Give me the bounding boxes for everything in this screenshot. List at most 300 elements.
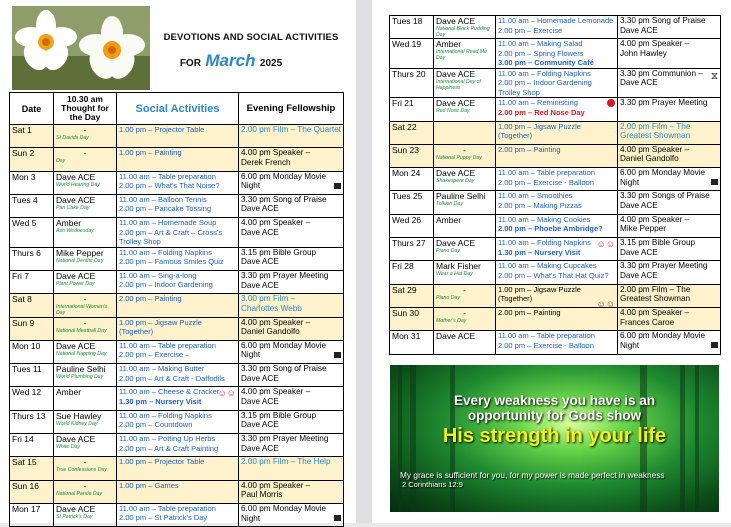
- awareness-day: St Patrick's Day: [56, 513, 93, 520]
- social-cell: [117, 194, 239, 217]
- social-activity: 1.00 pm – Projector Table: [119, 125, 205, 134]
- film-clapper-icon: [711, 179, 718, 185]
- social-activity: 1.30 pm – Nursery Visit: [498, 247, 581, 257]
- date-cell: Thurs 20: [390, 68, 434, 98]
- evening-cell: [618, 144, 721, 167]
- social-cell: [117, 340, 239, 363]
- social-activity: 1.00 pm – Games: [119, 480, 179, 490]
- social-activity: 11.00 am – Table preparation: [119, 340, 216, 350]
- evening-event: Dave ACE: [241, 257, 279, 267]
- awareness-day: Pan Cake Day: [56, 204, 90, 211]
- evening-event: Dave ACE: [241, 397, 279, 407]
- social-cell: [496, 68, 618, 98]
- social-cell: [496, 238, 618, 261]
- for-label: FOR: [179, 58, 201, 69]
- social-activity: 11.00 am – Making Cookies: [498, 214, 591, 224]
- speaker-name: Dave ACE: [56, 434, 96, 445]
- speaker-name: Dave ACE: [56, 171, 96, 182]
- speaker-name: Pauline Selhi: [56, 364, 106, 375]
- schedule-row: [10, 294, 344, 317]
- evening-cell: [618, 238, 721, 261]
- speaker-name: Amber: [436, 39, 462, 50]
- evening-cell: [239, 503, 344, 526]
- children-icon: ☺☺: [217, 388, 236, 399]
- social-cell: [117, 387, 239, 410]
- social-cell: [496, 98, 618, 121]
- social-activity: 2.00 pm – Exercise –: [119, 350, 190, 360]
- date-cell: Sat 29: [390, 284, 434, 307]
- evening-event: 3.30 pm Prayer Meeting: [620, 261, 708, 271]
- thought-cell: [434, 168, 496, 191]
- social-activity: 2.00 pm – Indoor Gardening: [119, 280, 213, 290]
- schedule-row: [390, 191, 721, 214]
- social-activity: 11.00 am – Homemade Lemonade: [498, 16, 614, 25]
- schedule-row: [10, 364, 344, 387]
- speaker-name: Dave ACE: [56, 340, 96, 351]
- date-cell: Sun 16: [10, 480, 54, 503]
- evening-event: Paul Morris: [241, 490, 283, 500]
- awareness-day: International Read Me Day: [436, 49, 488, 62]
- social-activity: 11.00 am – Table preparation: [119, 503, 216, 513]
- speaker-name: Amber: [436, 214, 462, 225]
- social-activity: 11.00 am – Folding Napkins: [119, 247, 212, 257]
- schedule-row: [10, 503, 344, 526]
- awareness-day: Tolkien Day: [436, 201, 463, 208]
- evening-event: Night: [241, 350, 261, 360]
- schedule-row: [390, 39, 721, 69]
- date-cell: Sat 8: [10, 294, 54, 317]
- evening-event: Mike Pepper: [620, 224, 666, 234]
- thought-cell: [434, 331, 496, 354]
- awareness-day: Mother's Day: [436, 317, 467, 324]
- social-activity: 2.00 pm – Pancake Tossing: [119, 204, 212, 214]
- evening-event: 2.00 pm Film – The Help: [241, 457, 331, 467]
- evening-event: 3.15 pm Bible Group: [241, 247, 317, 257]
- schedule-row: [390, 238, 721, 261]
- date-cell: Mon 10: [10, 340, 54, 363]
- evening-event: Dave ACE: [620, 201, 658, 211]
- evening-cell: [618, 307, 721, 330]
- evening-event: 2.00 pm Film – The: [620, 121, 691, 131]
- evening-event: 4.00 pm Speaker –: [241, 317, 311, 327]
- social-activity: 11.00 am – Reminiscing: [498, 98, 578, 108]
- banner-line-1: [390, 393, 719, 423]
- social-cell: [117, 294, 239, 317]
- thought-cell: [54, 387, 117, 410]
- schedule-row: [10, 171, 344, 194]
- social-activity: 2.00 pm – Exercise: [498, 25, 563, 35]
- social-activity: 2.00 pm – Art & Craft – Cross's: [119, 227, 223, 237]
- schedule-row: [390, 98, 721, 121]
- thought-cell: [54, 294, 117, 317]
- thought-cell: [434, 98, 496, 121]
- evening-event: Greatest Showman: [620, 131, 691, 141]
- social-activity: 1.00 pm – Painting: [119, 148, 182, 158]
- film-clapper-icon: [711, 342, 718, 348]
- evening-event: Charlottes Webb: [241, 303, 302, 313]
- awareness-day: National Meatball Day: [56, 327, 107, 334]
- evening-event: 3.30 pm Song of Praise: [241, 364, 327, 374]
- evening-cell: [239, 194, 344, 217]
- date-cell: Fri 14: [10, 434, 54, 457]
- document-title: DEVOTIONS AND SOCIAL ACTIVITIES: [163, 32, 339, 43]
- thought-cell: [54, 317, 117, 340]
- speaker-name: Dave ACE: [436, 98, 476, 109]
- schedule-row: [10, 457, 344, 480]
- evening-event: Night: [241, 181, 261, 191]
- schedule-row: [10, 247, 344, 270]
- speaker-name: -: [83, 125, 87, 135]
- social-cell: [496, 168, 618, 191]
- social-cell: [117, 480, 239, 503]
- evening-event: 3.30 pm Songs of Praise: [620, 191, 710, 201]
- evening-event: 4.00 pm Speaker –: [241, 480, 311, 490]
- thought-cell: [434, 121, 496, 144]
- social-cell: [117, 457, 239, 480]
- awareness-day: National Puppy Day: [436, 154, 482, 161]
- schedule-row: [390, 331, 721, 354]
- speaker-name: Mike Pepper: [56, 247, 104, 258]
- social-activity: 11.00 am – Table preparation: [498, 331, 595, 341]
- evening-cell: [618, 284, 721, 307]
- evening-event: Night: [620, 177, 640, 187]
- evening-event: Derek French: [241, 157, 291, 167]
- thought-cell: [54, 270, 117, 293]
- evening-event: 3.30 pm Song of Praise: [620, 16, 706, 25]
- daffodil-photo: [12, 6, 150, 90]
- social-activity: 11.00 am – Cheese & Cracker: [119, 387, 220, 397]
- page-gap: [356, 0, 372, 523]
- speaker-name: Pauline Selhi: [436, 191, 486, 202]
- awareness-day: Red Nose Day: [436, 108, 470, 115]
- social-cell: [117, 364, 239, 387]
- awareness-day: International Day of Happiness: [436, 78, 481, 91]
- thought-cell: [434, 68, 496, 98]
- evening-event: 3.30 pm Prayer Meeting: [241, 434, 329, 444]
- social-activity: 1.00 pm – Projector Table: [119, 457, 205, 467]
- social-activity: 2.00 pm – Painting: [498, 307, 561, 317]
- date-cell: Tues 4: [10, 194, 54, 217]
- thought-cell: [434, 238, 496, 261]
- date-cell: Fri 28: [390, 261, 434, 284]
- schedule-row: [390, 261, 721, 284]
- schedule-row: [10, 270, 344, 293]
- date-cell: Mon 24: [390, 168, 434, 191]
- evening-event: Dave ACE: [620, 247, 658, 257]
- schedule-row: [10, 194, 344, 217]
- social-cell: [496, 191, 618, 214]
- date-cell: Wed 26: [390, 214, 434, 237]
- speaker-name: Dave ACE: [56, 194, 96, 205]
- awareness-day: Piano Day: [436, 248, 460, 255]
- social-activity: 11.00 am – Folding Napkins: [498, 238, 591, 248]
- evening-cell: [618, 68, 721, 98]
- thought-cell: [434, 261, 496, 284]
- evening-event: Dave ACE: [620, 78, 658, 88]
- awareness-day: Wear a Hat Day: [436, 271, 473, 278]
- social-cell: [496, 331, 618, 354]
- speaker-name: Amber: [56, 387, 82, 398]
- speaker-name: Dave ACE: [436, 331, 476, 342]
- children-icon: ☺☺: [596, 299, 615, 310]
- evening-event: Daniel Gandolfo: [620, 154, 679, 164]
- thought-cell: [434, 39, 496, 69]
- date-cell: Sun 30: [390, 307, 434, 330]
- banner-headline: His strength in your life: [442, 425, 667, 447]
- social-activity: 11.00 am – Homemade Soup: [119, 218, 217, 228]
- speaker-name: Dave ACE: [436, 168, 476, 179]
- evening-cell: [239, 364, 344, 387]
- communion-cup-icon: ⧖: [710, 70, 718, 82]
- social-cell: [496, 261, 618, 284]
- social-activity: 2.00 pm – Spring Flowers: [498, 48, 584, 58]
- evening-cell: [239, 340, 344, 363]
- evening-cell: [618, 16, 721, 39]
- date-cell: Mon 17: [10, 503, 54, 526]
- banner-line-1b: opportunity for Gods show: [467, 408, 642, 423]
- awareness-day: World Plumbing Day: [56, 374, 104, 381]
- social-cell: [496, 214, 618, 237]
- date-cell: Fri 21: [390, 98, 434, 121]
- social-activity: 2.00 pm – St Patrick's Day: [119, 513, 208, 523]
- speaker-name: Dave ACE: [436, 16, 476, 26]
- evening-event: 2.00 pm Film – The: [620, 284, 691, 294]
- awareness-day: Shakespear Day: [436, 178, 475, 185]
- social-activity: 2.00 pm – Painting: [498, 144, 561, 154]
- evening-event: Dave ACE: [241, 204, 279, 214]
- social-activity: (Together): [119, 327, 154, 337]
- schedule-row: [10, 148, 344, 171]
- social-activity: 2.00 pm – Exercise - Balloon: [498, 177, 594, 187]
- awareness-day: White Day: [56, 444, 80, 451]
- social-activity: 2.00 pm – Indoor Gardening: [498, 78, 592, 88]
- date-cell: Wed 5: [10, 218, 54, 248]
- social-activity: Trolley Shop: [119, 237, 161, 247]
- speaker-name: -: [463, 284, 466, 295]
- evening-cell: [239, 294, 344, 317]
- evening-event: 3.15 pm Bible Group: [241, 410, 317, 420]
- schedule-row: [10, 387, 344, 410]
- col-date: Date: [10, 93, 54, 125]
- speaker-name: -: [83, 294, 87, 305]
- social-activity: (Together): [498, 294, 533, 304]
- social-activity: 11.00 am – Table preparation: [498, 168, 595, 178]
- evening-cell: [239, 218, 344, 248]
- thought-cell: [434, 307, 496, 330]
- social-activity: 1.30 pm – Nursery Visit: [119, 396, 202, 406]
- schedule-table-left: [9, 92, 344, 527]
- banner-line-1a: Every weakness you have is an: [453, 393, 656, 408]
- thought-cell: [54, 364, 117, 387]
- film-clapper-icon: [334, 352, 341, 358]
- social-activity: 11.00 am – Sing-a-long: [119, 270, 197, 280]
- speaker-name: -: [463, 144, 466, 155]
- social-activity: 11.00 am – Making Salad: [498, 39, 583, 49]
- social-cell: [496, 39, 618, 69]
- schedule-row: [390, 16, 721, 39]
- social-activity: (Together): [498, 131, 533, 141]
- date-cell: Tues 18: [390, 16, 434, 39]
- awareness-day: Plant Power Day: [56, 280, 95, 287]
- evening-cell: [618, 39, 721, 69]
- date-cell: Mon 3: [10, 171, 54, 194]
- evening-cell: [239, 125, 344, 148]
- date-cell: Sun 2: [10, 148, 54, 171]
- evening-cell: [239, 480, 344, 503]
- evening-event: 4.00 pm Speaker –: [620, 214, 690, 224]
- social-activity: 2.00 pm – Countdown: [119, 420, 193, 430]
- social-activity: 2.00 pm – Art & Craft - Daffodils: [119, 373, 225, 383]
- social-activity: Trolley Shop: [498, 87, 540, 97]
- date-cell: Tues 25: [390, 191, 434, 214]
- evening-event: 6.00 pm Monday Movie: [620, 331, 706, 341]
- evening-event: Night: [241, 513, 261, 523]
- speaker-name: -: [83, 148, 87, 159]
- evening-event: 6.00 pm Monday Movie: [241, 503, 327, 513]
- schedule-row: [390, 284, 721, 307]
- social-activity: 11.00 am – Making Butter: [119, 364, 205, 374]
- social-cell: [117, 270, 239, 293]
- evening-event: Dave ACE: [620, 25, 658, 35]
- evening-event: 3.30 pm Communion –: [620, 68, 703, 78]
- awareness-day: True Confessions Day: [56, 467, 107, 474]
- date-cell: Thurs 6: [10, 247, 54, 270]
- date-cell: Mon 31: [390, 331, 434, 354]
- schedule-row: [390, 214, 721, 237]
- evening-event: Night: [620, 340, 640, 350]
- banner-verse: My grace is sufficient for you, for my power is made perfect in weakness: [400, 470, 665, 480]
- schedule-table-right: [389, 15, 721, 355]
- thought-cell: [434, 144, 496, 167]
- speaker-name: Dave ACE: [56, 270, 96, 281]
- evening-event: Frances Caroe: [620, 317, 675, 327]
- speaker-name: Amber: [56, 218, 82, 229]
- social-cell: [496, 121, 618, 144]
- thought-cell: [54, 125, 117, 148]
- evening-event: 4.00 pm Speaker –: [620, 307, 690, 317]
- thought-cell: [54, 247, 117, 270]
- evening-event: 3.00 pm Film –: [241, 294, 296, 304]
- thought-cell: [54, 218, 117, 248]
- social-cell: [496, 144, 618, 167]
- schedule-row: [10, 480, 344, 503]
- social-cell: [117, 148, 239, 171]
- thought-cell: [54, 410, 117, 433]
- awareness-day: National Panda Day: [56, 490, 103, 497]
- date-cell: Wed 12: [10, 387, 54, 410]
- awareness-day: St Davids Day: [56, 135, 89, 141]
- social-cell: [117, 171, 239, 194]
- evening-event: 4.00 pm Speaker –: [241, 218, 311, 228]
- social-activity: 1.00 pm – Jigsaw Puzzle: [498, 284, 581, 294]
- social-activity: 1.00 pm – Jigsaw Puzzle: [498, 121, 581, 131]
- social-cell: [117, 317, 239, 340]
- date-cell: Sun 9: [10, 317, 54, 340]
- awareness-day: Day: [56, 158, 66, 165]
- evening-cell: [618, 214, 721, 237]
- awareness-day: National Black Pudding Day: [436, 26, 490, 38]
- evening-cell: [618, 168, 721, 191]
- thought-cell: [54, 171, 117, 194]
- evening-event: 6.00 pm Monday Movie: [241, 171, 327, 181]
- social-activity: 2.00 pm – Phoebe Ambridge?: [498, 224, 603, 234]
- evening-cell: [618, 191, 721, 214]
- speaker-name: Dave ACE: [436, 238, 476, 249]
- col-social: Social Activities: [117, 93, 239, 125]
- schedule-row: [10, 434, 344, 457]
- speaker-name: Sue Hawley: [56, 410, 102, 421]
- social-activity: 3.00 pm – Community Café: [498, 58, 594, 68]
- date-cell: Sat 1: [10, 125, 54, 148]
- evening-cell: [239, 148, 344, 171]
- children-icon: ☺☺: [596, 239, 615, 250]
- speaker-name: -: [463, 307, 466, 318]
- awareness-day: World Kidney Day: [56, 420, 98, 427]
- evening-event: 3.30 pm Prayer Meeting: [241, 270, 329, 280]
- awareness-day: Piano Day: [436, 294, 460, 301]
- schedule-row: [390, 121, 721, 144]
- social-activity: 11.00 am – Smoothies: [498, 191, 573, 201]
- film-clapper-icon: [334, 183, 341, 189]
- thought-cell: [434, 284, 496, 307]
- schedule-row: [390, 307, 721, 330]
- schedule-row: [390, 68, 721, 98]
- social-cell: [117, 125, 239, 148]
- evening-cell: [239, 434, 344, 457]
- date-cell: Sat 22: [390, 121, 434, 144]
- evening-event: 6.00 pm Monday Movie: [620, 168, 706, 178]
- social-activity: 2.00 pm – What's That Noise?: [119, 181, 220, 191]
- evening-event: Daniel Gandolfo: [241, 327, 300, 337]
- social-activity: 1.00 pm – Jigsaw Puzzle: [119, 317, 202, 327]
- schedule-row: [10, 125, 344, 148]
- thought-cell: [54, 503, 117, 526]
- evening-cell: [239, 247, 344, 270]
- awareness-day: National Dentist Day: [56, 257, 104, 264]
- evening-event: Dave ACE: [241, 443, 279, 453]
- speaker-name: -: [83, 457, 87, 468]
- speaker-name: Dave ACE: [436, 68, 476, 79]
- thought-cell: [434, 214, 496, 237]
- social-cell: [496, 16, 618, 39]
- schedule-row: [10, 340, 344, 363]
- evening-cell: [239, 410, 344, 433]
- thought-cell: [434, 16, 496, 39]
- social-cell: [117, 434, 239, 457]
- awareness-day: Ash Wednesday: [56, 228, 94, 235]
- social-activity: 2.00 pm – Exercise - Balloon: [498, 340, 594, 350]
- social-activity: 11.00 am – Balloon Tennis: [119, 194, 207, 204]
- evening-event: Greatest Showman: [620, 294, 691, 304]
- date-cell: Thurs 27: [390, 238, 434, 261]
- year-label: 2025: [259, 58, 283, 69]
- evening-event: Dave ACE: [241, 373, 279, 383]
- evening-cell: [239, 171, 344, 194]
- social-activity: 2.00 pm – Famous Smiles Quiz: [119, 257, 224, 267]
- awareness-day: National Napping Day: [56, 350, 107, 357]
- evening-event: 4.00 pm Speaker –: [241, 387, 311, 397]
- thought-cell: [54, 457, 117, 480]
- schedule-row: [10, 218, 344, 248]
- month-name: March: [205, 51, 256, 70]
- social-activity: 2.00 pm – Red Nose Day: [498, 107, 585, 117]
- date-cell: Sat 15: [10, 457, 54, 480]
- thought-cell: [434, 191, 496, 214]
- social-activity: 2.00 pm – What's That Hat Quiz?: [498, 270, 609, 280]
- evening-event: 4.00 pm Speaker –: [620, 144, 690, 154]
- evening-cell: [618, 98, 721, 121]
- social-activity: 11.00 am – Table preparation: [119, 171, 216, 181]
